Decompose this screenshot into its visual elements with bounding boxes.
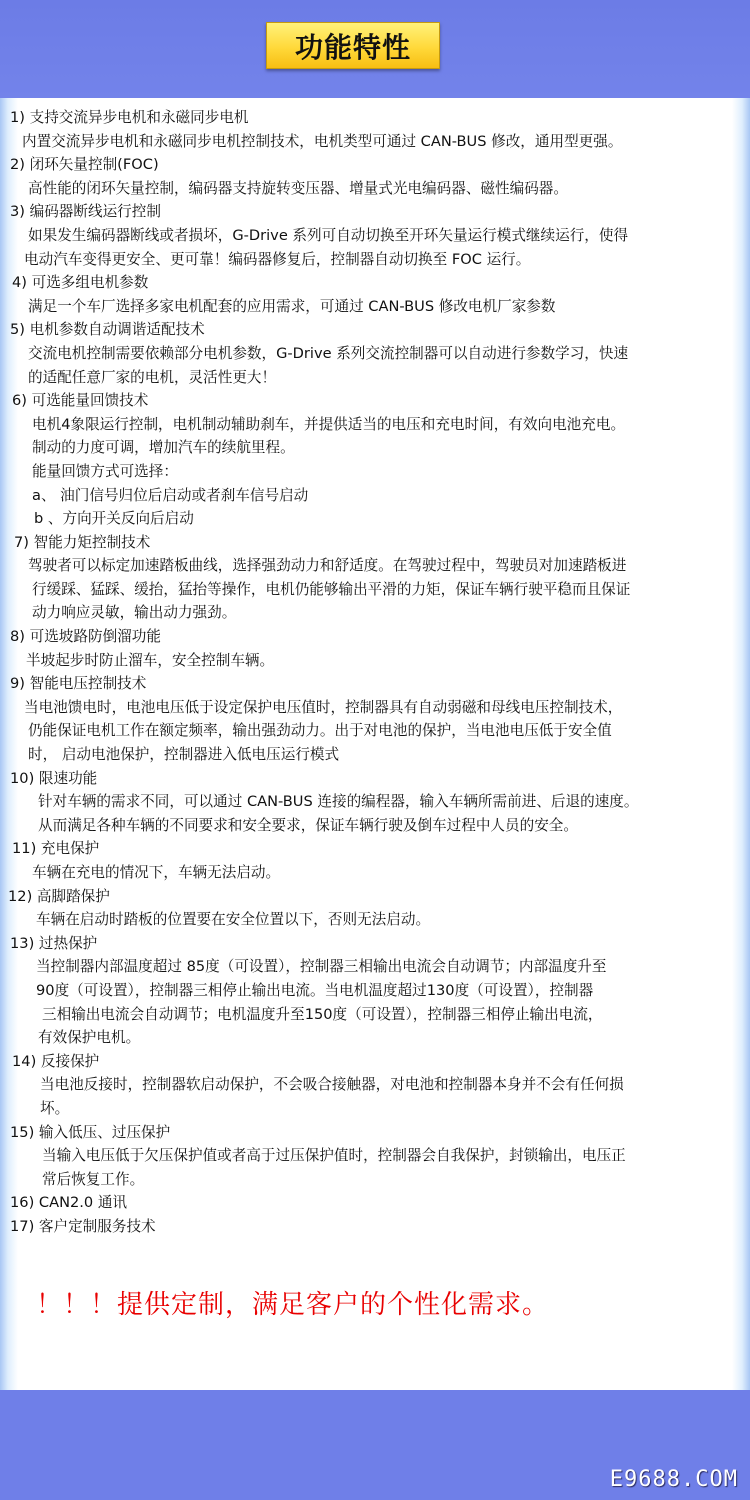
text-line: 交流电机控制需要依赖部分电机参数，G-Drive 系列交流控制器可以自动进行参数学习，快速 bbox=[28, 344, 629, 362]
text-line: 7) 智能力矩控制技术 bbox=[14, 533, 151, 551]
text-line: 2) 闭环矢量控制(FOC) bbox=[10, 156, 159, 174]
text-line: 12) 高脚踏保护 bbox=[8, 887, 110, 905]
text-line: 行缓踩、猛踩、缓抬，猛抬等操作，电机仍能够输出平滑的力矩，保证车辆行驶平稳而且保证 bbox=[32, 580, 631, 598]
custom-service-banner: ！！！提供定制，满足客户的个性化需求。 bbox=[36, 1290, 550, 1320]
text-line: 高性能的闭环矢量控制，编码器支持旋转变压器、增量式光电编码器、磁性编码器。 bbox=[28, 179, 568, 197]
text-line: 13) 过热保护 bbox=[10, 934, 98, 952]
footer-band bbox=[0, 1390, 750, 1500]
text-line: a、 油门信号归位后启动或者刹车信号启动 bbox=[32, 486, 309, 504]
text-line: 6) 可选能量回馈技术 bbox=[12, 392, 149, 410]
text-line: 电机4象限运行控制，电机制动辅助刹车，并提供适当的电压和充电时间，有效向电池充电。 bbox=[32, 415, 626, 433]
text-line: 11) 充电保护 bbox=[12, 840, 100, 858]
text-line: 车辆在启动时踏板的位置要在安全位置以下，否则无法启动。 bbox=[36, 911, 431, 929]
text-line: 仍能保证电机工作在额定频率，输出强劲动力。出于对电池的保护，当电池电压低于安全值 bbox=[28, 722, 612, 740]
text-line: b 、方向开关反向后启动 bbox=[34, 510, 194, 528]
text-line: 针对车辆的需求不同，可以通过 CAN-BUS 连接的编程器，输入车辆所需前进、后退的速度。 bbox=[38, 793, 639, 811]
feature-list bbox=[0, 106, 750, 1239]
text-line: 15) 输入低压、过压保护 bbox=[10, 1123, 171, 1141]
text-line: 常后恢复工作。 bbox=[42, 1170, 145, 1188]
text-line: 车辆在充电的情况下，车辆无法启动。 bbox=[32, 864, 281, 881]
text-line: 的适配任意厂家的电机，灵活性更大！ bbox=[28, 368, 277, 386]
text-line: 14) 反接保护 bbox=[12, 1052, 100, 1070]
page-title: 功能特性 bbox=[266, 22, 440, 69]
text-line: 坏。 bbox=[40, 1099, 70, 1117]
text-line: 4) 可选多组电机参数 bbox=[12, 274, 149, 292]
text-line: 有效保护电机。 bbox=[38, 1029, 141, 1047]
text-line: 当输入电压低于欠压保护值或者高于过压保护值时，控制器会自我保护，封锁输出，电压正 bbox=[42, 1147, 626, 1165]
text-line: 动力响应灵敏，输出动力强劲。 bbox=[32, 604, 237, 622]
text-line: 10) 限速功能 bbox=[10, 769, 98, 787]
text-line: 1) 支持交流异步电机和永磁同步电机 bbox=[10, 109, 249, 126]
text-line: 当控制器内部温度超过 85度（可设置），控制器三相输出电流会自动调节；内部温度升至 bbox=[36, 958, 607, 976]
text-line: 9) 智能电压控制技术 bbox=[10, 675, 147, 693]
text-line: 内置交流异步电机和永磁同步电机控制技术，电机类型可通过 CAN-BUS 修改，通用型更强。 bbox=[22, 132, 623, 150]
text-line: 90度（可设置），控制器三相停止输出电流。当电机温度超过130度（可设置），控制器 bbox=[36, 981, 594, 999]
text-line: 三相输出电流会自动调节；电机温度升至150度（可设置），控制器三相停止输出电流， bbox=[42, 1005, 603, 1023]
text-line: 半坡起步时防止溜车，安全控制车辆。 bbox=[26, 651, 275, 669]
text-line: 时， 启动电池保护，控制器进入低电压运行模式 bbox=[28, 746, 340, 764]
text-line: 制动的力度可调，增加汽车的续航里程。 bbox=[32, 439, 295, 457]
text-line: 驾驶者可以标定加速踏板曲线，选择强劲动力和舒适度。在驾驶过程中，驾驶员对加速踏板进 bbox=[28, 557, 627, 575]
text-line: 5) 电机参数自动调谐适配技术 bbox=[10, 321, 205, 339]
text-line: 17) 客户定制服务技术 bbox=[10, 1217, 156, 1235]
text-line: 当电池反接时，控制器软启动保护，不会吸合接触器，对电池和控制器本身并不会有任何损 bbox=[40, 1076, 624, 1094]
text-line: 从而满足各种车辆的不同要求和安全要求，保证车辆行驶及倒车过程中人员的安全。 bbox=[38, 816, 578, 834]
text-line: 如果发生编码器断线或者损坏，G-Drive 系列可自动切换至开环矢量运行模式继续运行，使得 bbox=[28, 226, 629, 244]
text-line: 满足一个车厂选择多家电机配套的应用需求，可通过 CAN-BUS 修改电机厂家参数 bbox=[28, 297, 556, 315]
text-line: 电动汽车变得更安全、更可靠！编码器修复后，控制器自动切换至 FOC 运行。 bbox=[24, 250, 531, 268]
text-line: 3) 编码器断线运行控制 bbox=[10, 203, 161, 221]
text-line: 8) 可选坡路防倒溜功能 bbox=[10, 628, 161, 646]
text-line: 当电池馈电时，电池电压低于设定保护电压值时，控制器具有自动弱磁和母线电压控制技术， bbox=[24, 698, 623, 716]
watermark-logo: E9688.COM bbox=[609, 1467, 738, 1492]
text-line: 16) CAN2.0 通讯 bbox=[10, 1194, 128, 1212]
text-line: 能量回馈方式可选择： bbox=[32, 462, 178, 480]
